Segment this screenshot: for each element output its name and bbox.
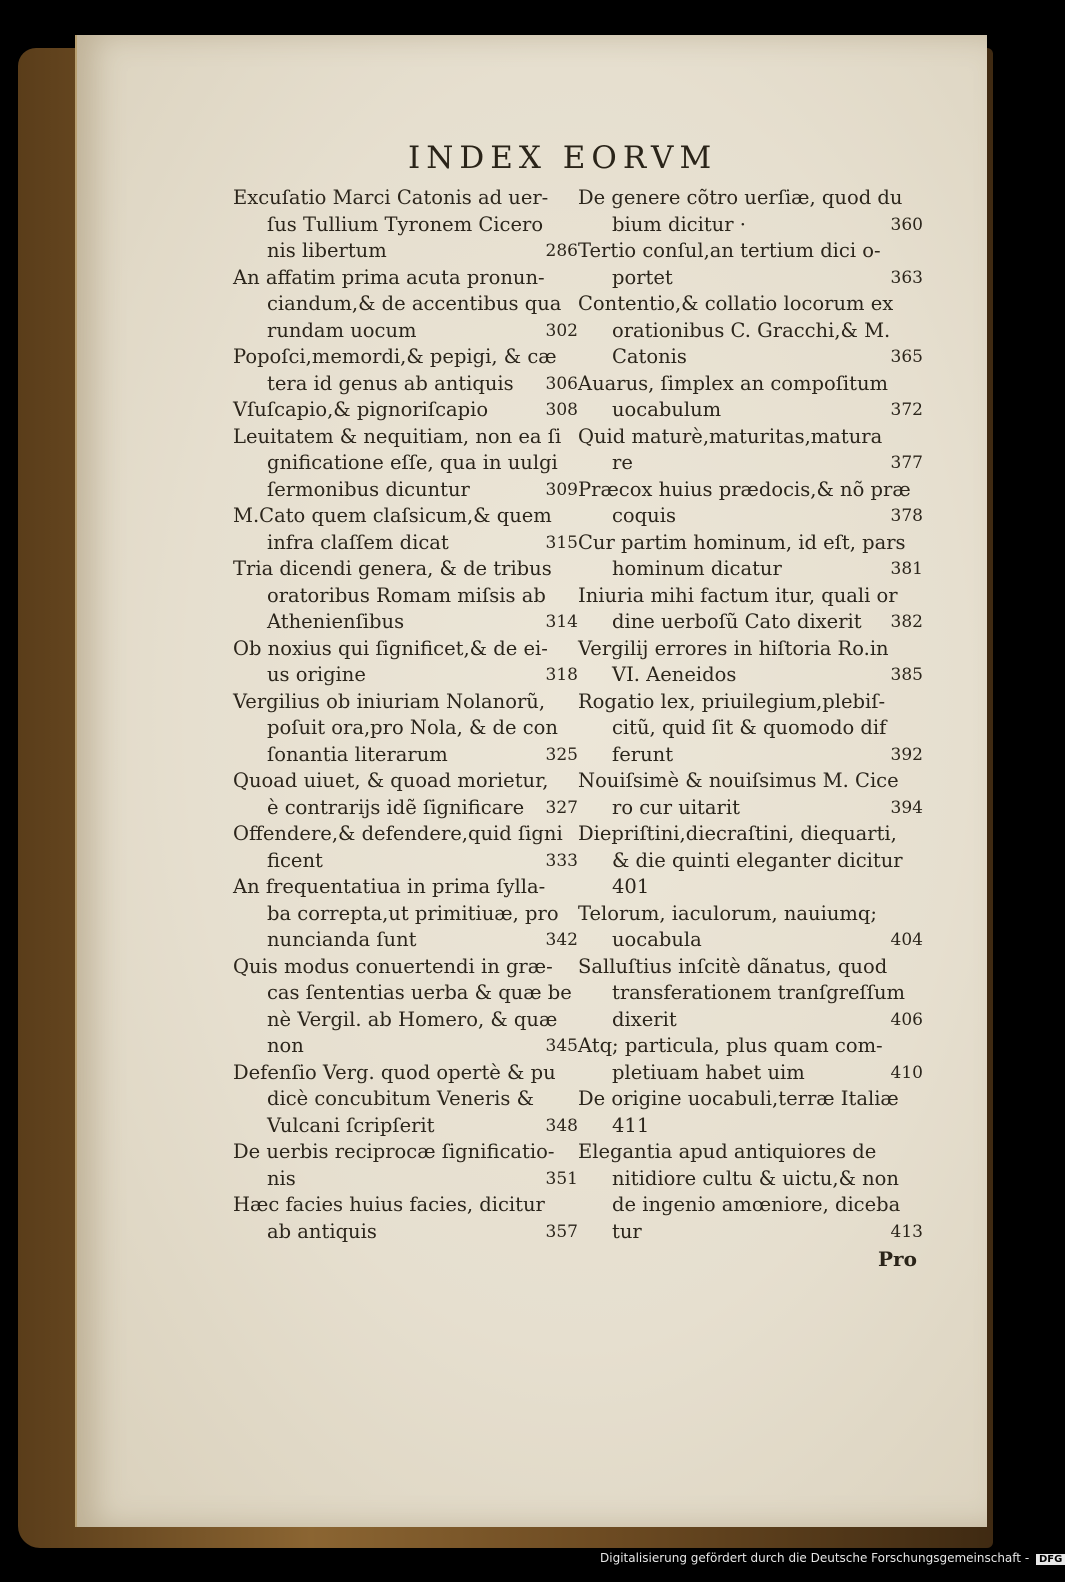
index-entry-line xyxy=(578,1113,923,1140)
page-number: 309 xyxy=(545,479,578,500)
entry-text: Nouiſsimè & nouiſsimus M. Cice xyxy=(578,769,899,792)
index-entry-line xyxy=(578,185,923,212)
entry-text: ciandum,& de accentibus qua xyxy=(267,292,562,315)
entry-text: Elegantia apud antiquiores de xyxy=(578,1140,877,1163)
entry-text: ferunt xyxy=(612,742,674,766)
entry-text: Leuitatem & nequitiam, non ea ſi xyxy=(233,424,562,448)
entry-text: Quoad uiuet, & quoad morietur, xyxy=(233,769,549,792)
entry-text: Quid maturè,maturitas,matura xyxy=(578,424,883,448)
index-entry-line xyxy=(233,1033,578,1060)
index-entry-line xyxy=(233,689,578,716)
entry-text: citũ, quid ſit & quomodo dif xyxy=(612,716,887,739)
index-entry-line xyxy=(233,424,578,451)
page-number: 378 xyxy=(890,506,923,526)
entry-text: Catonis xyxy=(612,345,687,368)
index-entry-line xyxy=(233,848,578,875)
entry-text: ro cur uitarit xyxy=(612,795,740,819)
index-entry xyxy=(233,556,578,636)
page-number: 394 xyxy=(890,797,923,818)
index-entry xyxy=(578,530,923,583)
digitization-footer xyxy=(600,1551,1065,1565)
page-number: 372 xyxy=(890,400,923,420)
page-number: 381 xyxy=(890,559,923,579)
index-entry xyxy=(578,636,923,689)
index-entry-line xyxy=(233,768,578,795)
entry-text: Vergilius ob iniuriam Nolanorũ, xyxy=(233,689,546,713)
page-number: 382 xyxy=(890,612,923,632)
index-entry-line xyxy=(578,689,923,716)
index-entry-line xyxy=(233,795,578,822)
index-entry-line xyxy=(233,1192,578,1219)
index-entry xyxy=(233,397,578,424)
index-entry-line xyxy=(233,1113,578,1140)
entry-text: pletiuam habet uim xyxy=(612,1060,805,1084)
page-number: 333 xyxy=(545,850,578,871)
index-entry xyxy=(233,1192,578,1245)
entry-text: oratoribus Romam miſsis ab xyxy=(267,583,546,607)
index-entry xyxy=(578,238,923,291)
index-entry-line xyxy=(578,901,923,928)
index-entry xyxy=(233,821,578,874)
entry-text: nitidiore cultu & uictu,& non xyxy=(612,1166,899,1190)
index-entry-line xyxy=(233,450,578,477)
catchword: Pro xyxy=(878,1247,917,1271)
index-entry-line xyxy=(578,212,923,239)
index-entry-line xyxy=(578,397,923,424)
index-entry-line xyxy=(233,265,578,292)
index-entry-line xyxy=(578,503,923,530)
entry-text: tur xyxy=(612,1219,642,1243)
index-entry-line xyxy=(233,1166,578,1193)
entry-text: Tria dicendi genera, & de tribus xyxy=(233,557,552,580)
entry-text: Quis modus conuertendi in græ- xyxy=(233,954,553,978)
index-entry xyxy=(233,689,578,769)
index-entry-line xyxy=(233,1007,578,1034)
entry-text: VI. Aeneidos xyxy=(612,663,737,686)
index-entry-line xyxy=(578,636,923,663)
entry-text: uocabula xyxy=(612,928,702,951)
index-entry-line xyxy=(578,450,923,477)
entry-text: De uerbis reciprocæ ſignificatio- xyxy=(233,1140,555,1163)
entry-text: nis libertum xyxy=(267,239,387,262)
entry-text: M.Cato quem claſsicum,& quem xyxy=(233,504,552,527)
index-entry-line xyxy=(578,344,923,371)
entry-text: hominum dicatur xyxy=(612,557,782,580)
index-entry-line xyxy=(233,1139,578,1166)
index-entry xyxy=(233,424,578,504)
entry-text: Salluſtius inſcitè dãnatus, quod xyxy=(578,954,888,978)
index-entry xyxy=(233,265,578,345)
index-entry xyxy=(578,1033,923,1086)
index-entry xyxy=(233,185,578,265)
index-entry-line xyxy=(233,1060,578,1087)
index-entry-line xyxy=(578,874,923,901)
index-column-left xyxy=(233,185,578,1245)
index-entry-line xyxy=(233,238,578,265)
index-entry-line xyxy=(233,318,578,345)
page-number: 348 xyxy=(545,1115,578,1136)
entry-text: 411 xyxy=(612,1113,650,1137)
index-entry-line xyxy=(233,1086,578,1113)
index-entry-line xyxy=(233,901,578,928)
entry-text: Vergilij errores in hiſtoria Ro.in xyxy=(578,636,889,660)
index-entry-line xyxy=(578,1086,923,1113)
index-entry-line xyxy=(233,609,578,636)
index-entry-line xyxy=(233,874,578,901)
index-entry-line xyxy=(233,185,578,212)
entry-text: de ingenio amœniore, diceba xyxy=(612,1193,901,1216)
entry-text: Athenienſibus xyxy=(267,610,405,633)
entry-text: Tertio conſul,an tertium dici o- xyxy=(578,239,881,262)
index-entry xyxy=(578,689,923,769)
entry-text: nè Vergil. ab Homero, & quæ xyxy=(267,1007,558,1031)
entry-text: & die quinti eleganter dicitur xyxy=(612,848,903,872)
index-entry-line xyxy=(233,742,578,769)
index-entry-line xyxy=(233,980,578,1007)
page-number: 315 xyxy=(545,532,578,553)
entry-text: Atq; particula, plus quam com- xyxy=(578,1034,883,1057)
entry-text: Cur partim hominum, id eſt, pars xyxy=(578,530,906,554)
entry-text: An frequentatiua in prima ſylla- xyxy=(233,875,546,898)
index-entry xyxy=(578,1139,923,1245)
index-entry xyxy=(233,1139,578,1192)
index-entry-line xyxy=(578,318,923,345)
entry-text: Offendere,& defendere,quid ſigni xyxy=(233,822,563,845)
index-entry-line xyxy=(233,821,578,848)
page-number: 406 xyxy=(890,1009,923,1030)
entry-text: nuncianda ſunt xyxy=(267,928,417,951)
entry-text: Vſuſcapio,& pignoriſcapio xyxy=(233,398,489,421)
index-entry-line xyxy=(578,980,923,1007)
entry-text: Telorum, iaculorum, nauiumq; xyxy=(578,901,877,925)
page-number: 392 xyxy=(890,744,923,765)
entry-text: orationibus C. Gracchi,& M. xyxy=(612,318,891,342)
index-entry xyxy=(578,768,923,821)
entry-text: uocabulum xyxy=(612,398,722,421)
entry-text: An affatim prima acuta pronun- xyxy=(233,265,545,289)
index-entry-line xyxy=(233,212,578,239)
page-number: 308 xyxy=(545,400,578,420)
index-entry-line xyxy=(578,583,923,610)
index-entry-line xyxy=(233,583,578,610)
index-entry xyxy=(578,901,923,954)
index-entry-line xyxy=(578,1139,923,1166)
entry-text: dine uerboſũ Cato dixerit xyxy=(612,610,862,633)
entry-text: coquis xyxy=(612,504,676,527)
page-number: 345 xyxy=(545,1036,578,1056)
index-entry-line xyxy=(578,291,923,318)
page-number: 410 xyxy=(890,1062,923,1083)
entry-text: portet xyxy=(612,265,673,289)
index-entry-line xyxy=(233,556,578,583)
index-entry-line xyxy=(578,742,923,769)
page-number: 365 xyxy=(890,347,923,367)
footer-text: Digitalisierung gefördert durch die Deutsche Forschungsgemeinschaft - xyxy=(600,1551,1030,1565)
entry-text: gnificatione eſſe, qua in uulgi xyxy=(267,451,558,474)
entry-text: Excuſatio Marci Catonis ad uer- xyxy=(233,186,549,209)
index-entry-line xyxy=(578,662,923,689)
index-entry xyxy=(233,636,578,689)
index-entry xyxy=(578,185,923,238)
index-entry-line xyxy=(578,609,923,636)
index-entry-line xyxy=(578,1219,923,1246)
index-entry xyxy=(578,583,923,636)
page-number: 377 xyxy=(890,453,923,473)
index-entry xyxy=(578,371,923,424)
page-number: 363 xyxy=(890,267,923,288)
index-entry-line xyxy=(233,503,578,530)
entry-text: ba correpta,ut primitiuæ, pro xyxy=(267,901,559,925)
page-number: 325 xyxy=(545,744,578,765)
index-entry-line xyxy=(578,424,923,451)
page-number: 357 xyxy=(545,1221,578,1242)
page-number: 351 xyxy=(545,1168,578,1189)
index-entry-line xyxy=(233,954,578,981)
index-entry xyxy=(233,344,578,397)
entry-text: Vulcani ſcripſerit xyxy=(267,1113,435,1137)
index-entry xyxy=(578,291,923,371)
page-number: 404 xyxy=(890,930,923,950)
entry-text: cas ſententias uerba & quæ be xyxy=(267,981,572,1004)
page-number: 413 xyxy=(890,1221,923,1242)
entry-text: ficent xyxy=(267,848,323,872)
entry-text: nis xyxy=(267,1166,296,1190)
index-entry-line xyxy=(578,1166,923,1193)
entry-text: Iniuria mihi factum itur, quali or xyxy=(578,583,898,607)
index-entry xyxy=(578,1086,923,1139)
index-entry-line xyxy=(578,477,923,504)
entry-text: De genere cõtro uerſiæ, quod du xyxy=(578,186,903,209)
page-number: 286 xyxy=(545,241,578,261)
index-entry-line xyxy=(578,1060,923,1087)
page-number: 302 xyxy=(545,320,578,341)
entry-text: Popoſci,memordi,& pepigi, & cæ xyxy=(233,345,557,368)
entry-text: tera id genus ab antiquis xyxy=(267,371,514,395)
index-entry xyxy=(233,768,578,821)
entry-text: Auarus, ſimplex an compoſitum xyxy=(578,371,889,395)
entry-text: ſonantia literarum xyxy=(267,742,448,766)
index-column-right xyxy=(578,185,923,1245)
page-number: 342 xyxy=(545,930,578,950)
page-number: 385 xyxy=(890,665,923,685)
entry-text: Contentio,& collatio locorum ex xyxy=(578,292,894,315)
entry-text: ſus Tullium Tyronem Cicero xyxy=(267,212,544,236)
entry-text: è contrarijs idẽ ſignificare xyxy=(267,795,525,819)
entry-text: dixerit xyxy=(612,1007,677,1031)
index-entry-line xyxy=(578,1192,923,1219)
page-number: 314 xyxy=(545,612,578,632)
index-entry-line xyxy=(578,715,923,742)
entry-text: ſermonibus dicuntur xyxy=(267,477,470,501)
entry-text: 401 xyxy=(612,875,650,898)
index-entry-line xyxy=(233,371,578,398)
index-entry-line xyxy=(233,636,578,663)
index-entry-line xyxy=(233,344,578,371)
entry-text: Præcox huius prædocis,& nõ præ xyxy=(578,477,911,501)
entry-text: Rogatio lex, priuilegium,plebiſ- xyxy=(578,689,886,713)
entry-text: De origine uocabuli,terræ Italiæ xyxy=(578,1087,899,1110)
index-entry-line xyxy=(578,238,923,265)
entry-text: infra claſſem dicat xyxy=(267,530,449,554)
entry-text: ab antiquis xyxy=(267,1219,377,1243)
index-entry xyxy=(233,1060,578,1140)
index-entry-line xyxy=(578,1033,923,1060)
page-number: 327 xyxy=(545,797,578,818)
index-entry xyxy=(578,954,923,1034)
entry-text: rundam uocum xyxy=(267,318,417,342)
index-entry xyxy=(233,954,578,1060)
index-entry xyxy=(233,874,578,954)
index-entry-line xyxy=(578,371,923,398)
index-entry-line xyxy=(233,715,578,742)
entry-text: transferationem tranſgreſſum xyxy=(612,981,906,1004)
index-entry-line xyxy=(578,954,923,981)
page-header: INDEX EORVM xyxy=(408,140,718,176)
index-entry-line xyxy=(233,397,578,424)
index-entry-line xyxy=(578,848,923,875)
index-entry-line xyxy=(233,477,578,504)
entry-text: dicè concubitum Veneris & xyxy=(267,1087,534,1110)
index-entry-line xyxy=(578,530,923,557)
page-number: 318 xyxy=(545,665,578,685)
index-entry xyxy=(578,424,923,477)
index-entry-line xyxy=(233,662,578,689)
entry-text: re xyxy=(612,451,633,474)
index-entry-line xyxy=(578,556,923,583)
entry-text: us origine xyxy=(267,663,366,686)
page-number: 306 xyxy=(545,373,578,394)
index-entry xyxy=(578,821,923,901)
entry-text: poſuit ora,pro Nola, & de con xyxy=(267,716,558,739)
index-entry-line xyxy=(233,291,578,318)
dfg-logo: DFG xyxy=(1036,1554,1065,1565)
entry-text: non xyxy=(267,1034,304,1057)
entry-text: Ob noxius qui ſignificet,& de ei- xyxy=(233,636,548,660)
index-entry xyxy=(578,477,923,530)
index-entry-line xyxy=(233,530,578,557)
index-entry-line xyxy=(578,1007,923,1034)
entry-text: Diepriſtini,diecraſtini, diequarti, xyxy=(578,822,897,845)
index-entry-line xyxy=(233,927,578,954)
index-entry-line xyxy=(578,768,923,795)
index-entry xyxy=(233,503,578,556)
entry-text: bium dicitur · xyxy=(612,212,746,236)
entry-text: Defenſio Verg. quod opertè & pu xyxy=(233,1060,556,1084)
index-entry-line xyxy=(233,1219,578,1246)
index-entry-line xyxy=(578,795,923,822)
entry-text: Hæc facies huius facies, dicitur xyxy=(233,1193,545,1216)
index-entry-line xyxy=(578,927,923,954)
index-entry-line xyxy=(578,821,923,848)
page-number: 360 xyxy=(890,214,923,235)
index-entry-line xyxy=(578,265,923,292)
